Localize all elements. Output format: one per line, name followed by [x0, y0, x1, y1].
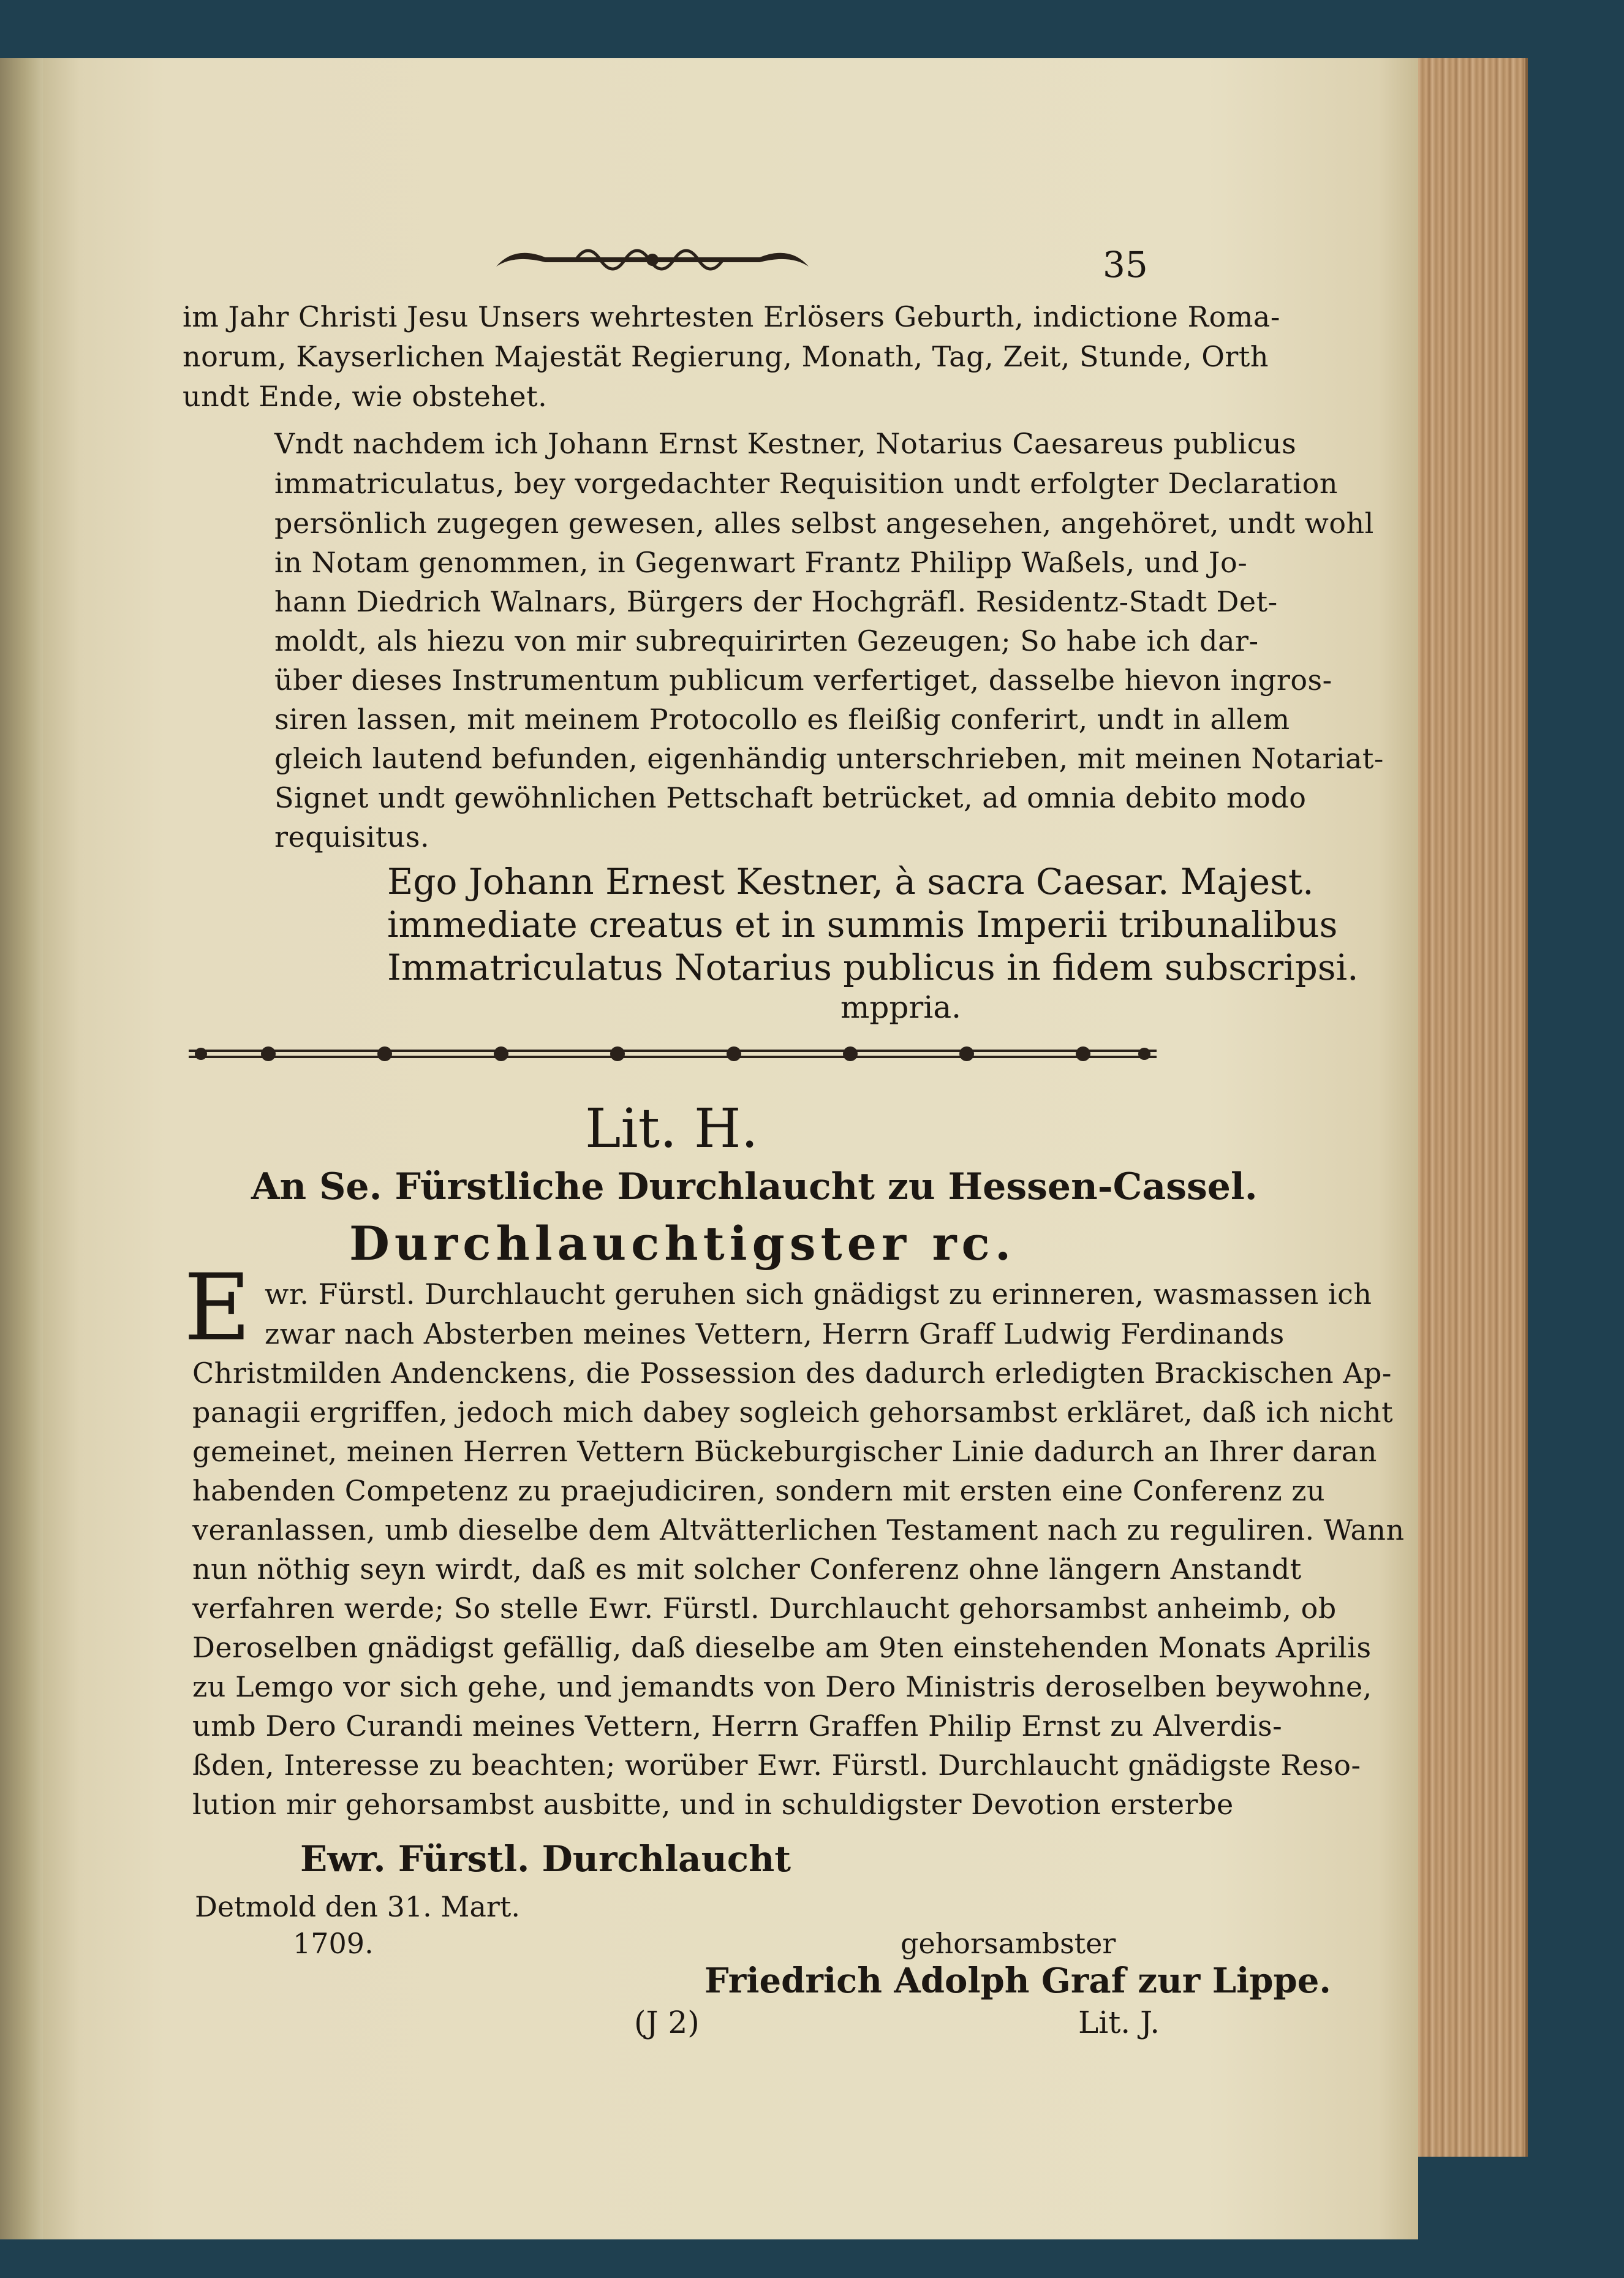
header-ornament — [490, 233, 815, 282]
signature-line: Ego Johann Ernest Kestner, à sacra Caesar. Majest. — [387, 861, 1314, 902]
letter-salutation: Durchlauchtigster rc. — [349, 1216, 1016, 1271]
text-line: gleich lautend befunden, eigenhändig unterschrieben, mit meinen Notariat- — [274, 742, 1384, 775]
catchword: Lit. J. — [1078, 2005, 1160, 2040]
text-line: habenden Competenz zu praejudiciren, sondern mit ersten eine Conferenz zu — [192, 1474, 1326, 1507]
letter-year: 1709. — [293, 1927, 374, 1960]
letter-address: An Se. Fürstliche Durchlaucht zu Hessen-Cassel. — [251, 1165, 1258, 1208]
text-line: requisitus. — [274, 820, 430, 853]
text-line: immatriculatus, bey vorgedachter Requisition undt erfolgter Declaration — [274, 467, 1338, 500]
text-line: Signet undt gewöhnlichen Pettschaft betrücket, ad omnia debito modo — [274, 781, 1307, 814]
text-line: über dieses Instrumentum publicum verfertiget, dasselbe hievon ingros- — [274, 664, 1332, 697]
text-line: undt Ende, wie obstehet. — [183, 380, 548, 413]
letter-closing: Ewr. Fürstl. Durchlaucht — [300, 1838, 791, 1880]
text-line: verfahren werde; So stelle Ewr. Fürstl. Durchlaucht gehorsambst anheimb, ob — [192, 1592, 1337, 1625]
text-line: norum, Kayserlichen Majestät Regierung, Monath, Tag, Zeit, Stunde, Orth — [183, 340, 1269, 373]
signature-mark: (J 2) — [634, 2005, 700, 2040]
signature-line: immediate creatus et in summis Imperii tribunalibus — [387, 904, 1338, 945]
left-page-edge — [0, 58, 46, 2239]
page-number: 35 — [1103, 244, 1148, 286]
text-line: zu Lemgo vor sich gehe, und jemandts von Dero Ministris deroselben beywohne, — [192, 1670, 1372, 1703]
text-line: Christmilden Andenckens, die Possession des dadurch erledigten Brackischen Ap- — [192, 1357, 1392, 1390]
drop-capital: E — [184, 1255, 251, 1361]
text-line: zwar nach Absterben meines Vettern, Herrn Graff Ludwig Ferdinands — [265, 1317, 1285, 1350]
text-line: lution mir gehorsambst ausbitte, und in schuldigster Devotion ersterbe — [192, 1788, 1234, 1821]
text-line: nun nöthig seyn wirdt, daß es mit solcher Conferenz ohne längern Anstandt — [192, 1553, 1302, 1586]
text-line: wr. Fürstl. Durchlaucht geruhen sich gnädigst zu erinneren, wasmassen ich — [265, 1277, 1372, 1311]
text-line: Vndt nachdem ich Johann Ernst Kestner, Notarius Caesareus publicus — [274, 427, 1297, 460]
text-line: panagii ergriffen, jedoch mich dabey sogleich gehorsambst erkläret, daß ich nicht — [192, 1396, 1394, 1429]
signature-line: Immatriculatus Notarius publicus in fidem subscripsi. — [387, 947, 1359, 988]
text-line: gemeinet, meinen Herren Vettern Bückeburgischer Linie dadurch an Ihrer daran — [192, 1435, 1377, 1468]
ornamental-rule — [189, 1039, 1157, 1069]
section-title: Lit. H. — [585, 1097, 758, 1160]
text-line: siren lassen, mit meinem Protocollo es fleißig conferirt, undt in allem — [274, 703, 1290, 736]
text-line: ßden, Interesse zu beachten; worüber Ewr. Fürstl. Durchlaucht gnädigste Reso- — [192, 1749, 1361, 1782]
text-line: persönlich zugegen gewesen, alles selbst angesehen, angehöret, undt wohl — [274, 507, 1374, 540]
subscription: gehorsambster — [901, 1927, 1116, 1960]
text-line: hann Diedrich Walnars, Bürgers der Hochgräfl. Residentz-Stadt Det- — [274, 585, 1278, 618]
signature-mppria: mppria. — [840, 990, 962, 1025]
text-line: umb Dero Curandi meines Vettern, Herrn Graffen Philip Ernst zu Alverdis- — [192, 1709, 1283, 1743]
text-line: in Notam genommen, in Gegenwart Frantz Philipp Waßels, und Jo- — [274, 546, 1248, 579]
text-line: Deroselben gnädigst gefällig, daß dieselbe am 9ten einstehenden Monats Aprilis — [192, 1631, 1372, 1664]
book-page-edges — [1409, 58, 1528, 2157]
text-line: im Jahr Christi Jesu Unsers wehrtesten Erlösers Geburth, indictione Roma- — [183, 300, 1280, 333]
letter-date: Detmold den 31. Mart. — [195, 1890, 520, 1923]
text-line: veranlassen, umb dieselbe dem Altvätterlichen Testament nach zu reguliren. Wann — [192, 1513, 1405, 1546]
signer-name: Friedrich Adolph Graf zur Lippe. — [704, 1961, 1331, 2001]
text-line: moldt, als hiezu von mir subrequirirten Gezeugen; So habe ich dar- — [274, 624, 1259, 657]
